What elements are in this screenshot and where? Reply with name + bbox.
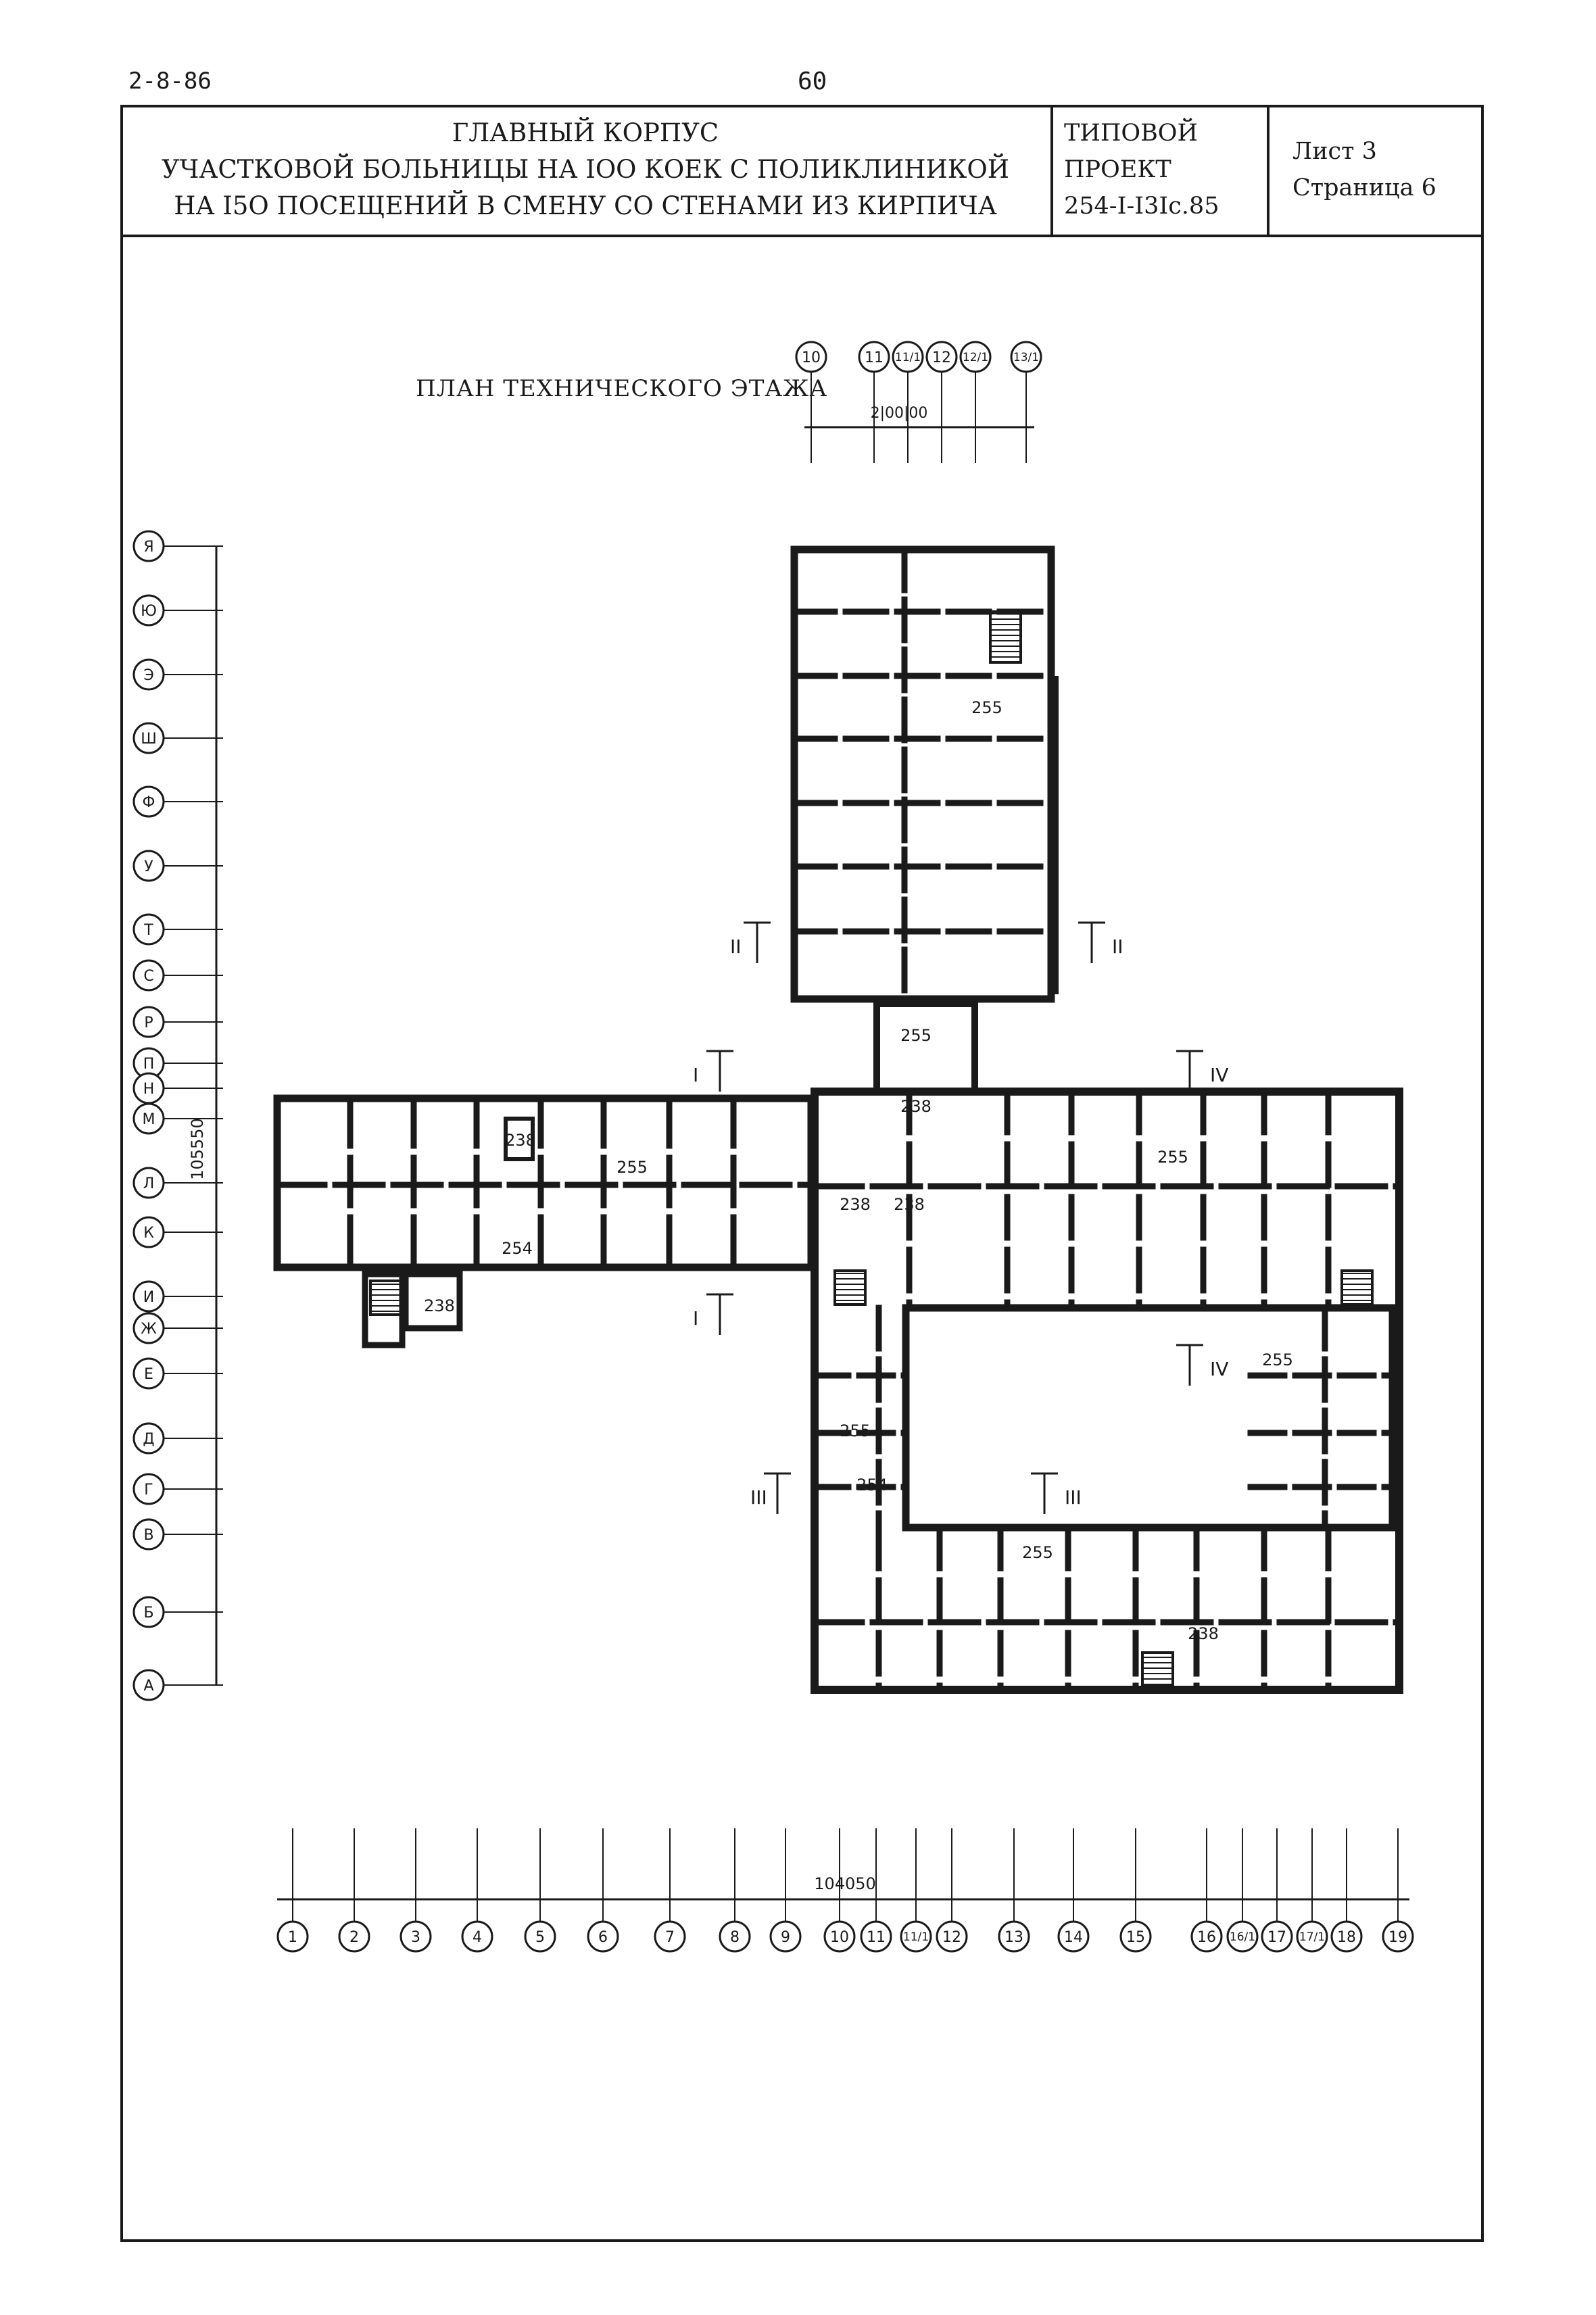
room-number: 238: [840, 1195, 871, 1214]
bottom-axis-2: [401, 1922, 431, 1951]
bottom-axis-11: [901, 1922, 931, 1951]
left-axis-3: [134, 723, 164, 753]
plan-title: ПЛАН ТЕХНИЧЕСКОГО ЭТАЖА: [416, 375, 828, 402]
room-number: 254: [856, 1476, 888, 1494]
title-line-2: УЧАСТКОВОЙ БОЛЬНИЦЫ НА IOO КОЕК С ПОЛИКЛИНИКОЙ: [162, 155, 1009, 184]
bottom-axis-5: [588, 1922, 618, 1951]
axis-label: Р: [144, 1014, 153, 1031]
room-number: 238: [505, 1131, 536, 1150]
axis-label: С: [143, 967, 154, 985]
left-axis-4: [134, 787, 164, 817]
left-axis-15: [134, 1313, 164, 1343]
connector-outline: [877, 1004, 975, 1092]
top-axis-1: [859, 342, 889, 372]
axis-label: 11/1: [894, 351, 921, 365]
axis-label: Ю: [141, 602, 157, 620]
axis-label: 18: [1337, 1928, 1356, 1946]
bottom-axis-4: [525, 1922, 555, 1951]
axis-label: Ф: [142, 794, 155, 811]
drawing-code: 2-8-86: [128, 68, 212, 95]
section-label: III: [1065, 1486, 1082, 1509]
axis-label: 2: [349, 1928, 359, 1946]
section-label: II: [1112, 935, 1123, 958]
section-IV-top: [1176, 1051, 1228, 1092]
project-label: ТИПОВОЙ ПРОЕКТ: [1064, 120, 1199, 183]
axis-label: Е: [144, 1365, 153, 1383]
axis-label: В: [143, 1526, 154, 1544]
bottom-axis-13: [999, 1922, 1029, 1951]
axis-label: К: [143, 1224, 154, 1242]
stairs-north: [990, 612, 1021, 662]
sheet-number: Лист 3: [1292, 138, 1377, 165]
bottom-axis-17: [1228, 1922, 1257, 1951]
axis-label: 8: [730, 1928, 740, 1946]
axis-label: Г: [144, 1481, 153, 1498]
bottom-axis-21: [1383, 1922, 1413, 1951]
axis-label: Н: [143, 1080, 155, 1098]
left-axis-16: [134, 1359, 164, 1388]
axis-label: Э: [143, 666, 154, 684]
top-dimension-value: 2|00|00: [870, 405, 928, 422]
axis-label: 15: [1126, 1928, 1145, 1946]
axis-label: 11: [865, 349, 884, 366]
axis-label: 13: [1005, 1928, 1023, 1946]
section-label: IV: [1210, 1064, 1229, 1086]
top-axis-2: [893, 342, 923, 372]
axis-label: Б: [143, 1604, 154, 1622]
bottom-axis-20: [1332, 1922, 1361, 1951]
room-number: 255: [616, 1158, 648, 1177]
left-axis-19: [134, 1519, 164, 1549]
axis-label: 19: [1388, 1928, 1407, 1946]
section-IV-bottom: [1176, 1345, 1228, 1386]
axis-label: 12: [942, 1928, 961, 1946]
room-number: 255: [1262, 1350, 1293, 1369]
room-number: 238: [894, 1195, 925, 1214]
section-III-right: [1031, 1473, 1082, 1514]
room-number: 238: [900, 1097, 932, 1116]
axis-label: П: [143, 1055, 155, 1073]
bottom-dimension-value: 104050: [814, 1874, 876, 1893]
axis-label: М: [142, 1111, 155, 1128]
section-II-left: [730, 923, 771, 963]
axis-label: 5: [535, 1928, 545, 1946]
bottom-axis-8: [771, 1922, 800, 1951]
left-axis-20: [134, 1597, 164, 1627]
axis-label: 11: [867, 1928, 886, 1946]
left-axis-13: [134, 1217, 164, 1247]
axis-label: 17/1: [1299, 1930, 1326, 1945]
bottom-axis-3: [462, 1922, 492, 1951]
courtyard-outline: [906, 1308, 1393, 1528]
axis-label: 9: [781, 1928, 790, 1946]
axis-label: Д: [143, 1430, 155, 1448]
bottom-axis-1: [339, 1922, 369, 1951]
title-line-3: НА I5O ПОСЕЩЕНИЙ В СМЕНУ СО СТЕНАМИ ИЗ КИРПИЧА: [174, 191, 997, 220]
room-number: 254: [502, 1239, 533, 1258]
stairs: [370, 1281, 401, 1315]
axis-label: 17: [1267, 1928, 1286, 1946]
top-axis-3: [927, 342, 957, 372]
axis-label: 10: [802, 349, 821, 366]
section-III-left: [750, 1473, 791, 1514]
title-line-1: ГЛАВНЫЙ КОРПУС: [452, 118, 719, 147]
axis-label: 13/1: [1013, 351, 1040, 365]
left-axis-6: [134, 915, 164, 944]
bottom-axis-12: [937, 1922, 967, 1951]
left-axis-8: [134, 1007, 164, 1037]
axis-label: Л: [143, 1175, 155, 1192]
bottom-axis-7: [720, 1922, 750, 1951]
bottom-axis-14: [1059, 1922, 1088, 1951]
bottom-axis-6: [655, 1922, 685, 1951]
axis-label: 10: [830, 1928, 849, 1946]
axis-label: Ш: [141, 730, 157, 748]
section-II-right: [1078, 923, 1123, 963]
bottom-axis-19: [1297, 1922, 1327, 1951]
left-axis-21: [134, 1670, 164, 1700]
axis-label: 1: [288, 1928, 297, 1946]
axis-label: 16/1: [1229, 1930, 1256, 1945]
bottom-axis-15: [1121, 1922, 1151, 1951]
axis-grid: [134, 342, 1413, 1951]
section-I-bottom: [693, 1294, 733, 1335]
page-number: 60: [798, 68, 827, 95]
left-axis-0: [134, 531, 164, 561]
left-axis-14: [134, 1282, 164, 1311]
axis-label: Я: [143, 538, 154, 556]
left-axis-11: [134, 1104, 164, 1134]
section-label: I: [693, 1064, 699, 1086]
axis-label: 3: [411, 1928, 420, 1946]
axis-label: А: [143, 1677, 154, 1695]
bottom-axis-9: [825, 1922, 854, 1951]
axis-label: У: [144, 858, 153, 875]
axis-label: Т: [144, 921, 153, 939]
room-number: 255: [900, 1026, 932, 1045]
left-axis-18: [134, 1474, 164, 1504]
top-axis-4: [961, 342, 990, 372]
left-axis-17: [134, 1423, 164, 1453]
stairs: [835, 1271, 865, 1305]
axis-label: 14: [1064, 1928, 1083, 1946]
axis-label: 16: [1197, 1928, 1216, 1946]
bottom-axis-10: [861, 1922, 891, 1951]
left-axis-1: [134, 595, 164, 625]
axis-label: 6: [598, 1928, 608, 1946]
section-label: III: [750, 1486, 767, 1509]
axis-label: 7: [665, 1928, 675, 1946]
axis-label: 4: [473, 1928, 482, 1946]
room-number: 238: [424, 1296, 455, 1315]
section-label: IV: [1210, 1358, 1229, 1380]
axis-label: Ж: [141, 1320, 157, 1338]
bottom-axis-18: [1262, 1922, 1292, 1951]
axis-label: 11/1: [902, 1930, 929, 1945]
left-axis-7: [134, 960, 164, 990]
section-I-top: [693, 1051, 733, 1092]
left-axis-2: [134, 660, 164, 689]
axis-label: 12: [932, 349, 951, 366]
left-dimension-value: 105550: [188, 1118, 207, 1180]
building-outline: [277, 550, 1399, 1690]
room-number: 255: [1022, 1543, 1053, 1562]
left-axis-5: [134, 851, 164, 881]
plan-labels: [188, 405, 1293, 1893]
room-number: 255: [840, 1421, 871, 1440]
stairs: [1142, 1653, 1173, 1686]
bottom-axis-0: [278, 1922, 308, 1951]
axis-label: И: [143, 1288, 155, 1306]
axis-label: 12/1: [962, 351, 989, 365]
project-number: 254-I-I3Ic.85: [1064, 193, 1219, 220]
section-label: II: [730, 935, 742, 958]
left-axis-12: [134, 1168, 164, 1198]
room-number: 255: [1157, 1148, 1188, 1167]
room-number: 238: [1188, 1624, 1219, 1643]
section-label: I: [693, 1307, 699, 1330]
stairs: [1342, 1271, 1372, 1305]
left-axis-10: [134, 1073, 164, 1103]
top-axis-5: [1011, 342, 1041, 372]
bottom-axis-16: [1192, 1922, 1222, 1951]
page-label: Страница 6: [1292, 174, 1436, 201]
top-axis-0: [796, 342, 826, 372]
room-number: 255: [971, 698, 1002, 717]
